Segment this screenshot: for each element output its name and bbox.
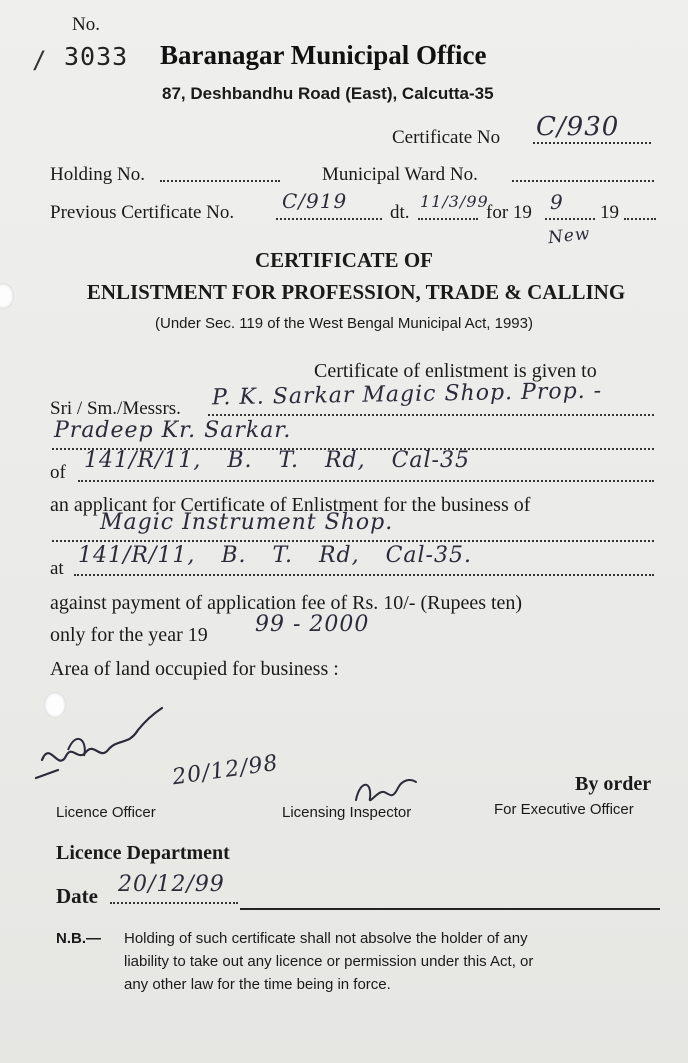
at-address: 141/R/11, B. T. Rd, Cal-35.	[78, 543, 472, 568]
business-rule	[52, 540, 654, 542]
title-line2: ENLISTMENT FOR PROFESSION, TRADE & CALLING	[86, 280, 626, 304]
licence-officer-label: Licence Officer	[56, 804, 156, 821]
business-value: Magic Instrument Shop.	[100, 510, 394, 535]
name-line2: Pradeep Kr. Sarkar.	[54, 418, 292, 443]
officer-signature	[28, 700, 168, 790]
at-label: at	[50, 558, 64, 579]
certificate-no-label: Certificate No	[392, 127, 501, 148]
applicant-text: an applicant for Certificate of Enlistment for the business of	[50, 494, 531, 516]
licence-department: Licence Department	[56, 842, 230, 864]
fee-text: against payment of application fee of Rs. 10/- (Rupees ten)	[50, 592, 523, 614]
at-address-rule	[74, 574, 654, 576]
intro-text: Certificate of enlistment is given to	[314, 360, 597, 382]
date-value: 20/12/99	[118, 872, 225, 897]
nb-text-line1: Holding of such certificate shall not absolve the holder of any	[124, 930, 528, 947]
area-label: Area of land occupied for business :	[50, 658, 339, 680]
previous-for-label: for 19	[486, 202, 532, 223]
of-label: of	[50, 462, 66, 483]
certificate-no-value: C/930	[536, 112, 620, 142]
previous-suffix: 19	[600, 202, 619, 223]
nb-text-line3: any other law for the time being in force.	[124, 976, 391, 993]
serial-number: 3033	[64, 42, 129, 71]
holding-no-label: Holding No.	[50, 164, 145, 185]
new-note: New	[547, 223, 592, 249]
date-label: Date	[56, 884, 98, 908]
year-value: 99 - 2000	[255, 612, 370, 637]
previous-cert-label: Previous Certificate No.	[50, 202, 235, 223]
serial-slash: /	[32, 46, 47, 74]
of-address: 141/R/11, B. T. Rd, Cal-35	[84, 448, 470, 473]
previous-year-line	[545, 218, 595, 220]
officer-signature-date: 20/12/98	[170, 750, 281, 791]
previous-dt-label: dt.	[390, 202, 410, 223]
previous-dt-value: 11/3/99	[420, 192, 489, 211]
executive-officer-label: For Executive Officer	[494, 801, 634, 818]
previous-dt-line	[418, 218, 478, 220]
sri-label: Sri / Sm./Messrs.	[50, 398, 181, 419]
nb-text-line2: liability to take out any licence or permission under this Act, or	[124, 953, 534, 970]
certificate-no-line	[533, 142, 651, 144]
serial-no-label: No.	[72, 14, 100, 35]
previous-suffix-line	[624, 218, 656, 220]
office-name: Baranagar Municipal Office	[160, 40, 487, 70]
of-address-rule	[78, 480, 654, 482]
name-line1-rule	[208, 414, 654, 416]
name-line1: P. K. Sarkar Magic Shop. Prop. -	[211, 378, 603, 411]
previous-cert-value: C/919	[282, 189, 348, 213]
title-subtitle: (Under Sec. 119 of the West Bengal Municipal Act, 1993)	[155, 315, 533, 332]
licensing-inspector-label: Licensing Inspector	[282, 804, 412, 821]
date-line	[110, 902, 238, 904]
holding-no-line	[160, 180, 280, 182]
footer-rule	[240, 908, 660, 910]
previous-year-value: 9	[550, 190, 564, 214]
year-label: only for the year 19	[50, 624, 208, 646]
nb-label: N.B.—	[56, 930, 101, 947]
ward-no-line	[512, 180, 654, 182]
punch-hole-top	[0, 283, 14, 309]
by-order: By order	[575, 773, 652, 795]
title-line1: CERTIFICATE OF	[255, 248, 433, 272]
previous-cert-line	[276, 218, 382, 220]
ward-no-label: Municipal Ward No.	[322, 164, 478, 185]
office-address: 87, Deshbandhu Road (East), Calcutta-35	[162, 84, 494, 103]
